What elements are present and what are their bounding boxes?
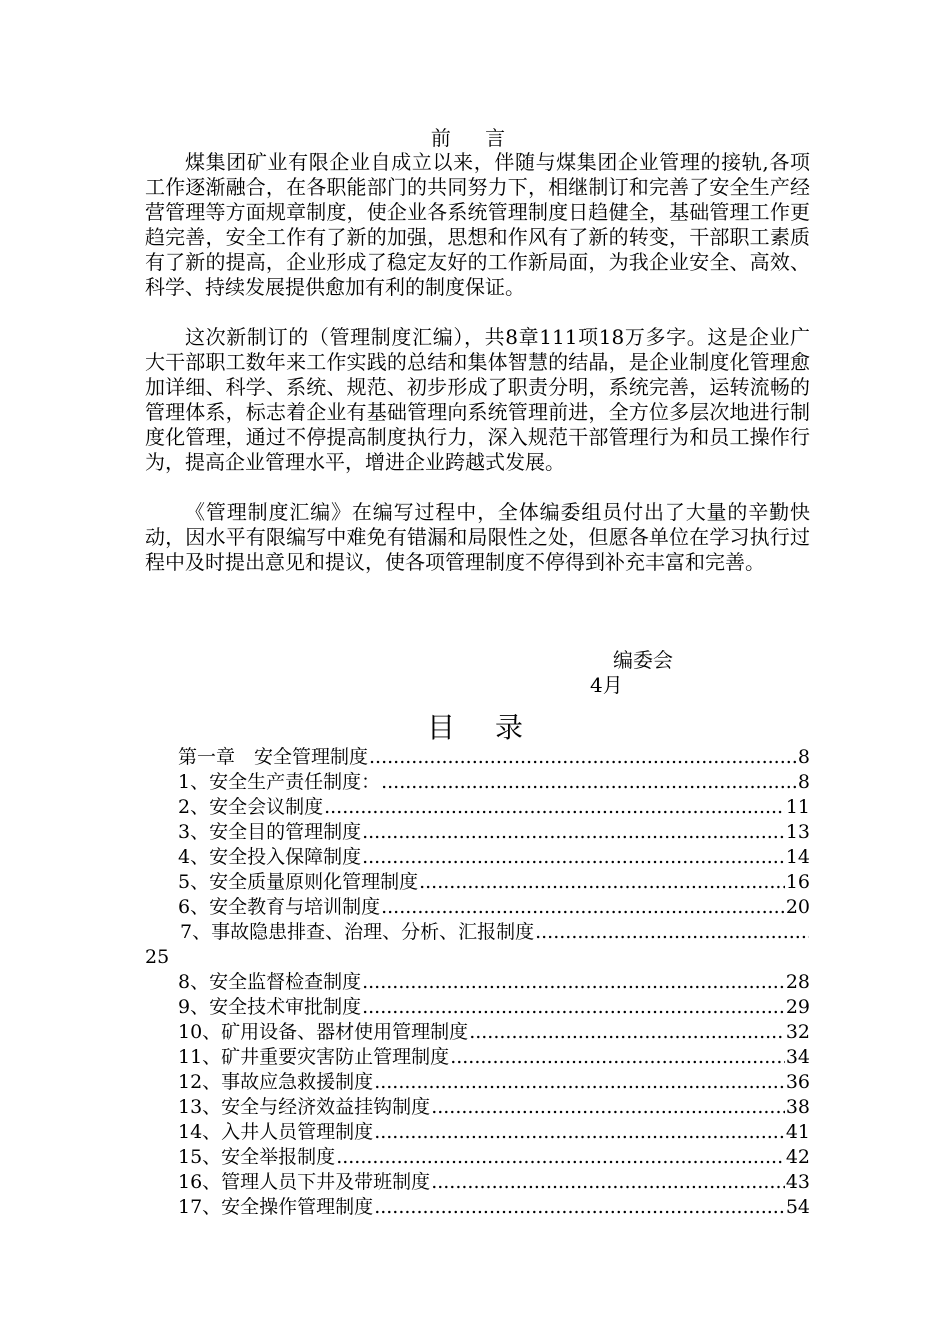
toc-entry-page: 16 <box>785 871 810 893</box>
toc-entry-title: 17、安全操作管理制度 <box>178 1196 374 1218</box>
toc-entry[interactable] <box>145 845 810 870</box>
toc-entry-page: 54 <box>785 1196 810 1218</box>
toc-entry-page: 36 <box>785 1071 810 1093</box>
toc-entry-title: 12、事故应急救援制度 <box>178 1071 374 1093</box>
toc-entry-title: 13、安全与经济效益挂钩制度 <box>178 1096 431 1118</box>
toc-entry[interactable] <box>145 1070 810 1095</box>
toc-entry[interactable] <box>145 895 810 920</box>
toc-leader <box>362 995 785 1020</box>
toc-leader <box>381 770 797 795</box>
toc-entry-title: 6、安全教育与培训制度 <box>178 896 381 918</box>
toc-entry[interactable] <box>145 970 810 995</box>
toc-entry-title: 5、安全质量原则化管理制度 <box>178 871 419 893</box>
toc-entry-page: 32 <box>785 1021 810 1043</box>
toc-entry-page: 25 <box>145 946 170 968</box>
toc-entry-title: 9、安全技术审批制度 <box>178 996 362 1018</box>
toc-entry-title: 11、矿井重要灾害防止管理制度 <box>178 1046 450 1068</box>
toc-entry-title: 2、安全会议制度 <box>178 796 324 818</box>
toc-entry-title: 8、安全监督检查制度 <box>178 971 362 993</box>
toc-entry[interactable] <box>145 1170 810 1195</box>
toc-entry-title: 4、安全投入保障制度 <box>178 846 362 868</box>
toc-entry-title: 1、安全生产责任制度： <box>178 771 381 793</box>
toc-entry-page: 8 <box>797 771 810 793</box>
toc-entry-page: 8 <box>797 746 810 768</box>
toc-entry[interactable] <box>145 1095 810 1120</box>
preface-paragraph: 《管理制度汇编》在编写过程中，全体编委组员付出了大量的辛勤快动，因水平有限编写中难免有错漏和局限性之处，但愿各单位在学习执行过程中及时提出意见和提议，使各项管理制度不停得到补充丰富和完善。 <box>145 500 810 574</box>
preface-title: 前 言 <box>430 126 520 150</box>
toc-entry-title: 10、矿用设备、器材使用管理制度 <box>178 1021 469 1043</box>
toc-leader <box>362 820 785 845</box>
toc-entry-title: 15、安全举报制度 <box>178 1146 336 1168</box>
preface-paragraph: 煤集团矿业有限企业自成立以来，伴随与煤集团企业管理的接轨,各项工作逐渐融合，在各职能部门的共同努力下，相继制订和完善了安全生产经营管理等方面规章制度，使企业各系统管理制度日趋健全，基础管理工作更趋完善，安全工作有了新的加强，思想和作风有了新的转变，干部职工素质有了新的提高，企业形成了稳定友好的工作新局面，为我企业安全、高效、科学、持续发展提供愈加有利的制度保证。 <box>145 150 810 299</box>
toc-leader <box>374 1120 785 1145</box>
toc-entry[interactable] <box>145 1120 810 1145</box>
toc-entry[interactable] <box>145 770 810 795</box>
toc-leader <box>469 1020 785 1045</box>
toc-entry-page: 34 <box>785 1046 810 1068</box>
toc-entry-page: 28 <box>785 971 810 993</box>
preface-date: 4月 <box>590 673 623 697</box>
toc-entry-page: 29 <box>785 996 810 1018</box>
toc-entry[interactable] <box>145 870 810 895</box>
toc-entry[interactable] <box>145 920 810 945</box>
toc-leader <box>431 1095 785 1120</box>
toc-chapter[interactable] <box>145 745 810 770</box>
toc-leader <box>535 920 809 945</box>
toc-entry-page: 11 <box>785 796 810 818</box>
toc-entry[interactable] <box>145 820 810 845</box>
toc-entry-page: 42 <box>785 1146 810 1168</box>
toc-leader <box>419 870 785 895</box>
toc-entry[interactable] <box>145 1045 810 1070</box>
toc-entry-page: 41 <box>785 1121 810 1143</box>
toc-leader <box>374 1195 785 1220</box>
toc-leader <box>431 1170 785 1195</box>
toc-leader <box>362 970 785 995</box>
toc-entry-title: 16、管理人员下井及带班制度 <box>178 1171 431 1193</box>
toc-entry[interactable] <box>145 795 810 820</box>
toc-leader <box>369 745 797 770</box>
toc-entry-page: 13 <box>785 821 810 843</box>
toc-leader <box>336 1145 785 1170</box>
preface-signature: 编委会 <box>613 648 673 672</box>
toc-title: 目录 <box>426 711 563 744</box>
toc-leader <box>374 1070 785 1095</box>
toc-entry[interactable] <box>145 995 810 1020</box>
toc-entry-title: 14、入井人员管理制度 <box>178 1121 374 1143</box>
toc-leader <box>381 895 785 920</box>
toc-entry[interactable] <box>145 1145 810 1170</box>
toc-entry-page: 38 <box>785 1096 810 1118</box>
preface-paragraph: 这次新制订的（管理制度汇编），共8章111项18万多字。这是企业广大干部职工数年来工作实践的总结和集体智慧的结晶，是企业制度化管理愈加详细、科学、系统、规范、初步形成了职责分明，系统完善，运转流畅的管理体系，标志着企业有基础管理向系统管理前进，全方位多层次地进行制度化管理，通过不停提高制度执行力，深入规范干部管理行为和员工操作行为，提高企业管理水平，增进企业跨越式发展。 <box>145 325 810 474</box>
toc-entry-title: 7、事故隐患排查、治理、分析、汇报制度 <box>180 921 535 943</box>
toc-entry-title: 第一章 安全管理制度 <box>178 746 369 768</box>
table-of-contents <box>145 745 810 1220</box>
toc-entry[interactable] <box>145 1195 810 1220</box>
toc-entry-title: 3、安全目的管理制度 <box>178 821 362 843</box>
toc-leader <box>450 1045 785 1070</box>
toc-entry-page: 20 <box>785 896 810 918</box>
toc-leader <box>324 795 785 820</box>
toc-entry-page: 14 <box>785 846 810 868</box>
toc-entry-page: 43 <box>785 1171 810 1193</box>
toc-entry[interactable] <box>145 1020 810 1045</box>
toc-leader <box>362 845 785 870</box>
